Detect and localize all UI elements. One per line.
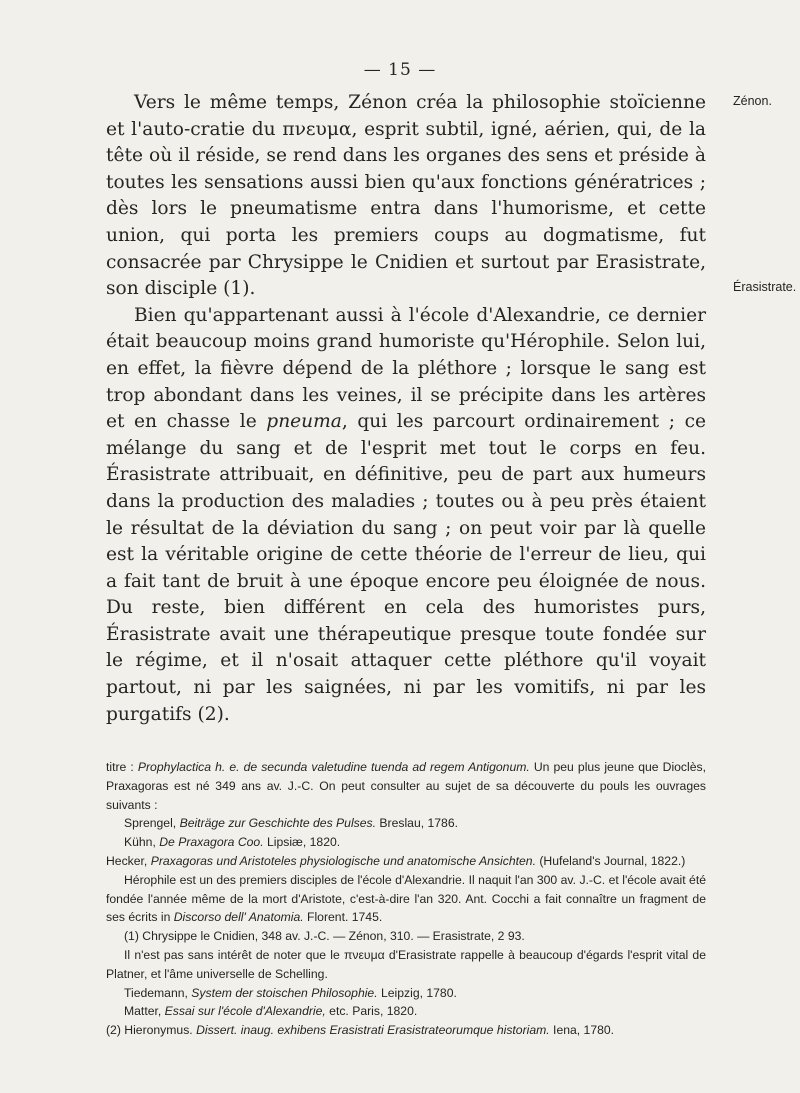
- text-run: Hecker,: [106, 853, 151, 868]
- text-run: etc. Paris, 1820.: [325, 1004, 418, 1019]
- text-run: Iena, 1780.: [549, 1023, 615, 1038]
- footnote: [106, 833, 706, 852]
- italic-text: Beiträge zur Geschichte des Pulses.: [179, 816, 377, 831]
- sidenote-erasistrate: Érasistrate.: [733, 280, 797, 294]
- text-run: Sprengel,: [124, 816, 180, 831]
- page-number: — 15 —: [363, 60, 437, 80]
- sidenote-zenon: Zénon.: [733, 94, 772, 108]
- italic-text: De Praxagora Coo.: [159, 835, 264, 850]
- italic-text: Essai sur l'école d'Alexandrie,: [164, 1004, 326, 1019]
- paragraph: [106, 90, 706, 303]
- footnotes: [106, 758, 706, 1040]
- text-run: titre :: [106, 760, 138, 774]
- text-run: Leipzig, 1780.: [377, 985, 457, 1000]
- text-run: , qui les parcourt ordinairement ; ce mélange du sang et de l'esprit met tout le corps en feu. Érasistrate attribuait, en définitive, peu de part aux humeurs dans la production des maladies ; toutes ou à peu près étaient le résultat de la déviation du sang ; on peut voir par là quelle est la véritable origine de cette théorie de l'erreur de lieu, qui a fait tant de bruit à une époque encore peu éloignée de nous. Du reste, bien différent en cela des humoristes purs, Érasistrate avait une thérapeutique presque toute fondée sur le régime, et il n'osait attaquer cette pléthore qu'il voyait partout, ni par les saignées, ni par les vomitifs, ni par les purgatifs (2).: [106, 411, 707, 725]
- italic-text: Dissert. inaug. exhibens Erasistrati Erasistrateorumque historiam.: [196, 1023, 550, 1038]
- text-run: Kühn,: [124, 835, 160, 850]
- text-run: Bien qu'appartenant aussi à l'école d'Alexandrie, ce dernier était beaucoup moins grand humoriste qu'Hérophile. Selon lui, en effet, la fièvre dépend de la pléthore ; lorsque le sang est trop abondant dans les veines, il se précipite dans les artères et en chasse le: [106, 304, 706, 433]
- text-run: Florent. 1745.: [303, 910, 383, 925]
- footnote: [106, 852, 706, 871]
- text-run: Un peu plus jeune que Dioclès, Praxagoras est né 349 ans av. J.-C. On peut consulter au sujet de sa découverte du pouls les ouvrages suivants :: [106, 760, 706, 812]
- footnote: [106, 814, 706, 833]
- text-run: (2) Hieronymus.: [106, 1023, 197, 1038]
- text-run: Lipsiæ, 1820.: [263, 835, 341, 850]
- text-run: Tiedemann,: [124, 985, 192, 1000]
- footnote: [106, 1021, 706, 1040]
- text-run: Hérophile est un des premiers disciples de l'école d'Alexandrie. Il naquit l'an 300 av. J.-C. et l'école avait été fondée l'année même de la mort d'Aristote, c'est-à-dire l'an 320. Ant. Cocchi a fait connaître un fragment de ses écrits in: [106, 872, 706, 925]
- text-run: Vers le même temps, Zénon créa la philosophie stoïcienne et l'auto-cratie du πνευμα, esprit subtil, igné, aérien, qui, de la tête où il réside, se rend dans les organes des sens et préside à toutes les sensations aussi bien qu'aux fonctions génératrices ; dès lors le pneumatisme entra dans l'humorisme, et cette union, qui porta les premiers coups au dogmatisme, fut consacrée par Chrysippe le Cnidien et surtout par Erasistrate, son disciple (1).: [106, 92, 706, 300]
- footnote: [106, 946, 706, 984]
- footnote: [106, 1002, 706, 1021]
- italic-text: Praxagoras und Aristoteles physiologische und anatomische Ansichten.: [150, 853, 536, 868]
- footnote: [106, 871, 706, 927]
- footnote: [106, 984, 706, 1003]
- footnote: [106, 758, 706, 814]
- paragraph: [106, 303, 706, 729]
- italic-text: System der stoischen Philosophie.: [191, 985, 378, 1000]
- main-text: [106, 90, 706, 728]
- text-run: Matter,: [124, 1004, 165, 1019]
- text-run: (Hufeland's Journal, 1822.): [535, 853, 686, 868]
- italic-text: Prophylactica h. e. de secunda valetudine tuenda ad regem Antigonum.: [137, 760, 530, 774]
- footnote: [106, 927, 706, 946]
- text-run: (1) Chrysippe le Cnidien, 348 av. J.-C. — Zénon, 310. — Erasistrate, 2 93.: [124, 929, 525, 944]
- italic-text: Discorso dell' Anatomia.: [173, 910, 304, 925]
- text-run: Breslau, 1786.: [376, 816, 458, 831]
- italic-text: pneuma: [266, 411, 342, 433]
- text-run: Il n'est pas sans intérêt de noter que le πνευμα d'Erasistrate rappelle à beaucoup d'égards l'esprit vital de Platner, et l'âme universelle de Schelling.: [106, 947, 706, 981]
